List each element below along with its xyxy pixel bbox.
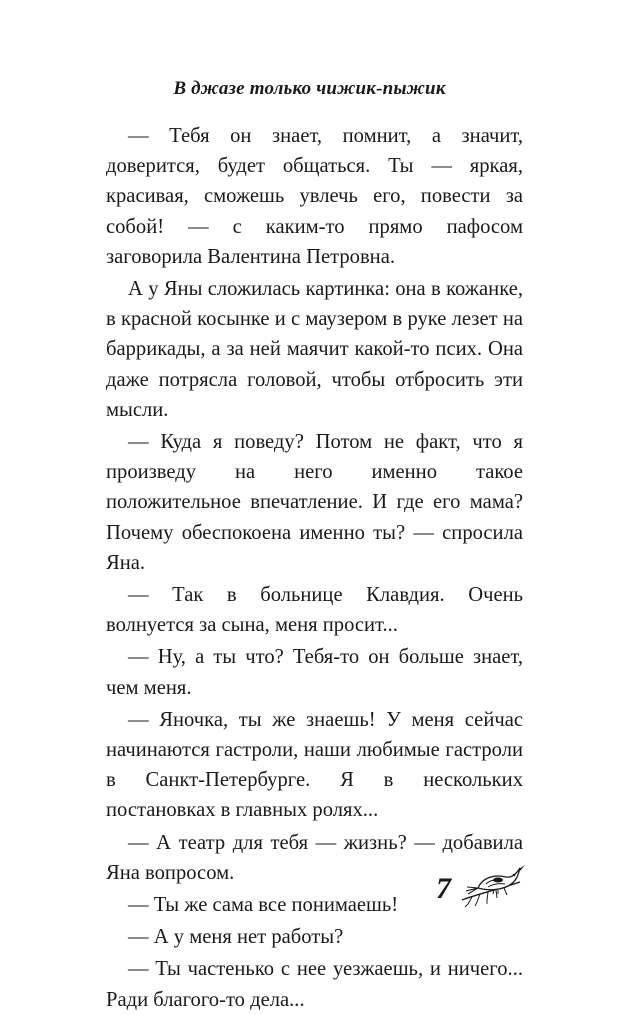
paragraph: — Так в больнице Клавдия. Очень волнуется за сына, меня просит... xyxy=(106,584,523,637)
paragraph: А у Яны сложилась картинка: она в кожанке, в красной косынке и с маузером в руке лезет на баррикады, а за ней маячит какой-то псих. Она даже потрясла головой, чтобы отбросить эти мысли. xyxy=(106,278,523,421)
paragraph: — Ну, а ты что? Тебя-то он больше знает, чем меня. xyxy=(106,646,523,699)
running-header-title: В джазе только чижик-пыжик xyxy=(173,78,446,99)
page-number: 7 xyxy=(436,872,451,905)
paragraph: — А у меня нет работы? xyxy=(128,926,344,949)
bird-on-branch-icon xyxy=(458,860,528,910)
paragraph: — Тебя он знает, помнит, а значит, доверится, будет общаться. Ты — яркая, красивая, сможешь увлечь его, повести за собой! — с каким-то прямо пафосом заговорила Валентина Петровна. xyxy=(106,125,523,268)
paragraph: — Куда я поведу? Потом не факт, что я произведу на него именно такое положительное впечатление. И где его мама? Почему обеспокоена именно ты? — спросила Яна. xyxy=(106,431,523,574)
paragraph: — А театр для тебя — жизнь? — добавила Яна вопросом. xyxy=(106,831,523,884)
paragraph: — Ты частенько с нее уезжаешь, и ничего... Ради благого-то дела... xyxy=(106,958,523,1011)
paragraph: — Яночка, ты же знаешь! У меня сейчас начинаются гастроли, наши любимые гастроли в Санкт-Петербурге. Я в нескольких постановках в главных ролях... xyxy=(106,708,523,822)
paragraph: — Ты же сама все понимаешь! xyxy=(128,894,399,917)
